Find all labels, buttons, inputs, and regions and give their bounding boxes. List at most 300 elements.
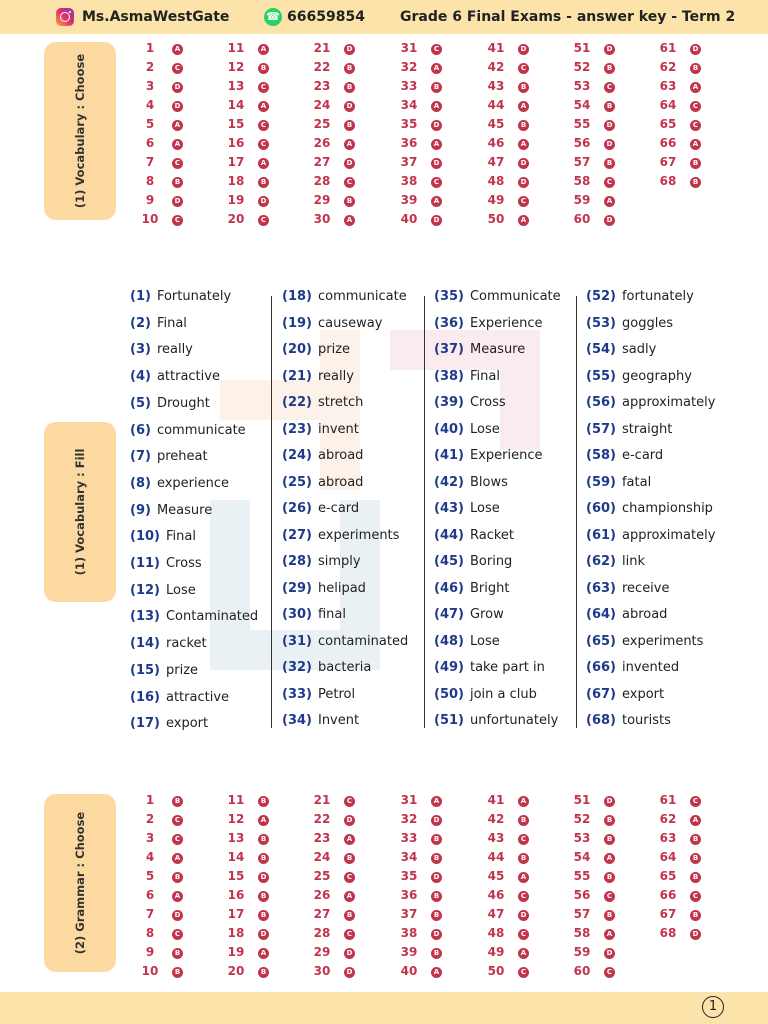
answer-item <box>484 117 544 136</box>
answer-item <box>138 850 198 869</box>
fill-question-number: (55) <box>586 368 616 384</box>
fill-question-number: (21) <box>282 368 312 384</box>
answer-item <box>656 926 716 945</box>
answer-letter: A <box>172 853 183 864</box>
fill-question-number: (1) <box>130 289 151 304</box>
fill-question-number: (19) <box>282 315 312 331</box>
answer-item <box>310 831 370 850</box>
question-number: 16 <box>227 136 245 150</box>
fill-answer-item <box>130 449 208 464</box>
question-number: 44 <box>487 850 505 864</box>
fill-answer-item <box>586 660 679 675</box>
fill-answer-word: Lose <box>469 421 500 437</box>
question-number: 20 <box>227 964 245 978</box>
answer-item <box>484 41 544 60</box>
answer-letter: B <box>518 815 529 826</box>
answer-letter: D <box>258 929 269 940</box>
answer-item <box>138 926 198 945</box>
question-number: 58 <box>573 174 591 188</box>
answer-item <box>224 155 284 174</box>
answer-letter: B <box>431 891 442 902</box>
question-number: 46 <box>487 136 505 150</box>
answer-item <box>310 117 370 136</box>
answer-letter: A <box>172 44 183 55</box>
fill-question-number: (35) <box>434 289 464 304</box>
question-number: 7 <box>145 907 155 921</box>
answer-item <box>138 812 198 831</box>
fill-answer-item <box>586 607 667 622</box>
answer-letter: C <box>518 967 529 978</box>
fill-answer-word: Boring <box>469 554 513 569</box>
answer-letter: D <box>518 177 529 188</box>
question-number: 35 <box>400 869 418 883</box>
fill-answer-word: fatal <box>621 474 652 490</box>
question-number: 51 <box>573 793 591 807</box>
fill-answer-item <box>282 316 382 331</box>
answer-item <box>397 117 457 136</box>
answer-item <box>397 812 457 831</box>
fill-answer-word: Final <box>165 529 196 545</box>
question-number: 56 <box>573 136 591 150</box>
question-number: 18 <box>227 174 245 188</box>
answer-item <box>570 41 630 60</box>
fill-answer-word: export <box>165 716 209 732</box>
question-number: 51 <box>573 41 591 55</box>
question-number: 3 <box>145 79 155 93</box>
answer-letter: C <box>172 834 183 845</box>
answer-item <box>570 60 630 79</box>
question-number: 63 <box>659 831 677 845</box>
question-number: 55 <box>573 869 591 883</box>
question-number: 43 <box>487 79 505 93</box>
answer-item <box>224 793 284 812</box>
fill-answer-item <box>434 422 500 437</box>
fill-answer-word: Experience <box>469 315 543 331</box>
fill-answer-item <box>282 607 346 622</box>
fill-question-number: (62) <box>586 554 616 569</box>
fill-answer-item <box>282 687 355 702</box>
answer-letter: A <box>518 139 529 150</box>
question-number: 37 <box>400 907 418 921</box>
answer-item <box>484 964 544 983</box>
section-label-grammar-choose: (2) Grammar : Choose <box>44 794 116 972</box>
fill-question-number: (41) <box>434 448 464 463</box>
answer-item <box>138 831 198 850</box>
question-number: 41 <box>487 793 505 807</box>
fill-answer-item <box>130 690 229 705</box>
fill-answer-item <box>282 342 350 357</box>
question-number: 67 <box>659 155 677 169</box>
question-number: 46 <box>487 888 505 902</box>
answer-letter: B <box>604 101 615 112</box>
answer-item <box>656 812 716 831</box>
fill-question-number: (9) <box>130 502 151 518</box>
question-number: 31 <box>400 41 418 55</box>
question-number: 61 <box>659 41 677 55</box>
answer-letter: B <box>431 853 442 864</box>
fill-answer-item <box>282 554 361 569</box>
question-number: 67 <box>659 907 677 921</box>
question-number: 23 <box>313 79 331 93</box>
question-number: 38 <box>400 174 418 188</box>
answer-letter: D <box>258 196 269 207</box>
answer-letter: A <box>258 815 269 826</box>
answer-item <box>224 888 284 907</box>
answer-item <box>397 136 457 155</box>
fill-answer-item <box>434 554 512 569</box>
question-number: 30 <box>313 964 331 978</box>
whatsapp-icon: ☎ <box>264 8 282 26</box>
answer-letter: B <box>690 177 701 188</box>
fill-answer-word: Bright <box>469 580 510 596</box>
footer-bar <box>0 992 768 1024</box>
answer-letter: D <box>172 910 183 921</box>
fill-question-number: (22) <box>282 395 312 410</box>
answer-letter: B <box>258 853 269 864</box>
fill-question-number: (37) <box>434 342 464 357</box>
answer-letter: D <box>172 196 183 207</box>
fill-answer-item <box>130 583 196 598</box>
fill-question-number: (4) <box>130 369 151 385</box>
question-number: 19 <box>227 193 245 207</box>
answer-item <box>397 98 457 117</box>
question-number: 8 <box>145 926 155 940</box>
fill-answer-item <box>130 396 210 411</box>
answer-letter: D <box>258 872 269 883</box>
answer-letter: C <box>344 177 355 188</box>
question-number: 15 <box>227 117 245 131</box>
answer-item <box>656 831 716 850</box>
question-number: 54 <box>573 98 591 112</box>
answer-item <box>224 117 284 136</box>
answer-letter: D <box>344 967 355 978</box>
answer-letter: A <box>172 139 183 150</box>
answer-item <box>484 812 544 831</box>
fill-answer-item <box>434 687 537 702</box>
fill-question-number: (18) <box>282 289 312 304</box>
question-number: 1 <box>145 41 155 55</box>
fill-answer-word: bacteria <box>317 660 372 675</box>
answer-letter: A <box>344 891 355 902</box>
question-number: 38 <box>400 926 418 940</box>
fill-answer-item <box>130 663 198 678</box>
fill-question-number: (58) <box>586 448 616 463</box>
fill-question-number: (6) <box>130 422 151 438</box>
answer-item <box>484 888 544 907</box>
answer-letter: D <box>518 910 529 921</box>
fill-answer-word: prize <box>317 342 351 357</box>
answer-item <box>397 60 457 79</box>
answer-letter: D <box>344 948 355 959</box>
answer-item <box>570 793 630 812</box>
question-number: 12 <box>227 60 245 74</box>
question-number: 62 <box>659 812 677 826</box>
question-number: 22 <box>313 812 331 826</box>
question-number: 4 <box>145 850 155 864</box>
fill-question-number: (67) <box>586 686 616 702</box>
fill-question-number: (10) <box>130 529 160 545</box>
answer-item <box>570 155 630 174</box>
fill-answer-item <box>434 342 525 357</box>
fill-answer-item <box>130 369 220 384</box>
question-number: 53 <box>573 831 591 845</box>
answer-letter: B <box>172 796 183 807</box>
answer-letter: B <box>604 872 615 883</box>
question-number: 14 <box>227 98 245 112</box>
answer-item <box>138 869 198 888</box>
fill-answer-item <box>434 475 508 490</box>
question-number: 49 <box>487 945 505 959</box>
answer-letter: B <box>344 196 355 207</box>
answer-letter: D <box>172 101 183 112</box>
fill-answer-word: Grow <box>469 607 504 622</box>
fill-answer-word: Cross <box>469 395 506 410</box>
answer-item <box>224 945 284 964</box>
answer-letter: B <box>258 910 269 921</box>
answer-letter: A <box>431 101 442 112</box>
question-number: 30 <box>313 212 331 226</box>
fill-answer-item <box>586 342 656 357</box>
answer-letter: A <box>258 948 269 959</box>
fill-answer-item <box>282 501 359 516</box>
question-number: 33 <box>400 79 418 93</box>
answer-item <box>656 155 716 174</box>
answer-item <box>570 926 630 945</box>
question-number: 60 <box>573 964 591 978</box>
question-number: 64 <box>659 98 677 112</box>
answer-letter: A <box>344 215 355 226</box>
answer-letter: C <box>258 139 269 150</box>
question-number: 56 <box>573 888 591 902</box>
answer-letter: B <box>604 834 615 845</box>
fill-question-number: (48) <box>434 633 464 649</box>
column-divider <box>424 296 425 728</box>
question-number: 13 <box>227 79 245 93</box>
answer-letter: B <box>604 910 615 921</box>
fill-answer-word: attractive <box>156 369 220 385</box>
answer-letter: B <box>431 82 442 93</box>
fill-question-number: (26) <box>282 501 312 516</box>
question-number: 17 <box>227 155 245 169</box>
question-number: 8 <box>145 174 155 188</box>
answer-item <box>570 212 630 231</box>
fill-question-number: (59) <box>586 474 616 490</box>
answer-item <box>224 831 284 850</box>
answer-item <box>656 850 716 869</box>
answer-item <box>484 155 544 174</box>
fill-answer-item <box>282 528 399 543</box>
fill-answer-item <box>586 554 645 569</box>
fill-question-number: (57) <box>586 421 616 437</box>
fill-answer-item <box>434 634 500 649</box>
fill-answer-item <box>130 503 212 518</box>
fill-answer-word: join a club <box>469 686 537 702</box>
question-number: 37 <box>400 155 418 169</box>
answer-letter: B <box>604 63 615 74</box>
fill-answer-word: contaminated <box>317 633 409 649</box>
answer-item <box>397 174 457 193</box>
question-number: 47 <box>487 155 505 169</box>
answer-item <box>224 79 284 98</box>
fill-answer-item <box>586 316 673 331</box>
question-number: 40 <box>400 212 418 226</box>
fill-answer-word: experiments <box>621 633 704 649</box>
fill-answer-word: e-card <box>621 448 664 463</box>
fill-answer-word: fortunately <box>621 289 694 304</box>
fill-question-number: (23) <box>282 421 312 437</box>
answer-letter: C <box>258 120 269 131</box>
fill-question-number: (63) <box>586 580 616 596</box>
answer-item <box>570 907 630 926</box>
fill-answer-word: Petrol <box>317 686 356 702</box>
fill-answer-item <box>586 369 692 384</box>
question-number: 57 <box>573 907 591 921</box>
fill-question-number: (33) <box>282 686 312 702</box>
answer-item <box>138 136 198 155</box>
fill-answer-word: Contaminated <box>165 609 259 625</box>
question-number: 32 <box>400 812 418 826</box>
answer-item <box>138 98 198 117</box>
fill-answer-word: Blows <box>469 474 508 490</box>
question-number: 45 <box>487 117 505 131</box>
fill-answer-word: Cross <box>165 556 202 571</box>
fill-answer-item <box>434 316 542 331</box>
answer-letter: C <box>604 891 615 902</box>
fill-answer-word: Final <box>156 315 187 331</box>
answer-item <box>484 98 544 117</box>
fill-question-number: (11) <box>130 556 160 571</box>
answer-letter: A <box>604 196 615 207</box>
answer-letter: C <box>172 63 183 74</box>
answer-item <box>224 41 284 60</box>
fill-question-number: (30) <box>282 607 312 622</box>
answer-letter: A <box>604 853 615 864</box>
answer-item <box>397 926 457 945</box>
answer-letter: B <box>431 910 442 921</box>
answer-letter: B <box>344 63 355 74</box>
answer-letter: A <box>258 158 269 169</box>
answer-item <box>310 850 370 869</box>
question-number: 36 <box>400 888 418 902</box>
fill-answer-word: Lose <box>469 633 500 649</box>
answer-letter: B <box>690 158 701 169</box>
answer-item <box>570 79 630 98</box>
fill-answer-word: export <box>621 686 665 702</box>
fill-answer-item <box>434 501 500 516</box>
fill-answer-item <box>130 423 246 438</box>
answer-item <box>397 155 457 174</box>
question-number: 11 <box>227 41 245 55</box>
answer-item <box>224 869 284 888</box>
question-number: 19 <box>227 945 245 959</box>
fill-answer-item <box>130 529 196 544</box>
answer-letter: B <box>518 82 529 93</box>
question-number: 2 <box>145 812 155 826</box>
answer-letter: A <box>518 872 529 883</box>
answer-letter: A <box>431 63 442 74</box>
answer-letter: D <box>431 120 442 131</box>
question-number: 39 <box>400 945 418 959</box>
answer-item <box>484 193 544 212</box>
answer-letter: D <box>344 44 355 55</box>
answer-letter: B <box>258 967 269 978</box>
question-number: 24 <box>313 850 331 864</box>
answer-item <box>310 812 370 831</box>
fill-answer-item <box>282 369 354 384</box>
fill-question-number: (27) <box>282 527 312 543</box>
question-number: 9 <box>145 193 155 207</box>
fill-answer-item <box>586 634 703 649</box>
fill-answer-word: geography <box>621 368 692 384</box>
fill-question-number: (51) <box>434 713 464 728</box>
answer-letter: C <box>172 815 183 826</box>
fill-question-number: (45) <box>434 554 464 569</box>
answer-letter: B <box>431 834 442 845</box>
fill-question-number: (15) <box>130 662 160 678</box>
answer-letter: B <box>344 910 355 921</box>
fill-question-number: (52) <box>586 289 616 304</box>
question-number: 10 <box>141 212 159 226</box>
answer-item <box>138 793 198 812</box>
phone-number: 66659854 <box>287 9 365 25</box>
column-divider <box>271 296 272 728</box>
fill-answer-word: simply <box>317 554 361 569</box>
answer-letter: C <box>344 872 355 883</box>
answer-letter: B <box>604 158 615 169</box>
answer-letter: B <box>518 853 529 864</box>
answer-letter: B <box>431 948 442 959</box>
answer-letter: D <box>604 796 615 807</box>
answer-letter: D <box>344 158 355 169</box>
answer-letter: D <box>518 158 529 169</box>
answer-letter: A <box>258 44 269 55</box>
answer-letter: D <box>604 44 615 55</box>
answer-item <box>656 79 716 98</box>
fill-answer-item <box>130 609 258 624</box>
answer-item <box>570 174 630 193</box>
question-number: 52 <box>573 812 591 826</box>
answer-item <box>397 850 457 869</box>
question-number: 64 <box>659 850 677 864</box>
fill-answer-item <box>434 607 504 622</box>
answer-item <box>656 117 716 136</box>
fill-answer-word: racket <box>165 636 207 652</box>
question-number: 34 <box>400 98 418 112</box>
fill-answer-word: sadly <box>621 342 657 357</box>
question-number: 2 <box>145 60 155 74</box>
question-number: 65 <box>659 117 677 131</box>
answer-letter: A <box>172 120 183 131</box>
answer-letter: B <box>690 910 701 921</box>
answer-letter: D <box>344 101 355 112</box>
question-number: 60 <box>573 212 591 226</box>
answer-item <box>570 888 630 907</box>
answer-item <box>570 136 630 155</box>
fill-answer-item <box>586 475 651 490</box>
fill-answer-word: link <box>621 554 645 569</box>
question-number: 49 <box>487 193 505 207</box>
answer-item <box>310 869 370 888</box>
question-number: 27 <box>313 155 331 169</box>
fill-question-number: (42) <box>434 474 464 490</box>
answer-item <box>656 41 716 60</box>
fill-answer-item <box>282 475 363 490</box>
answer-letter: B <box>344 853 355 864</box>
fill-answer-item <box>130 636 207 651</box>
fill-answer-word: straight <box>621 421 673 437</box>
fill-question-number: (5) <box>130 395 151 411</box>
fill-question-number: (29) <box>282 580 312 596</box>
